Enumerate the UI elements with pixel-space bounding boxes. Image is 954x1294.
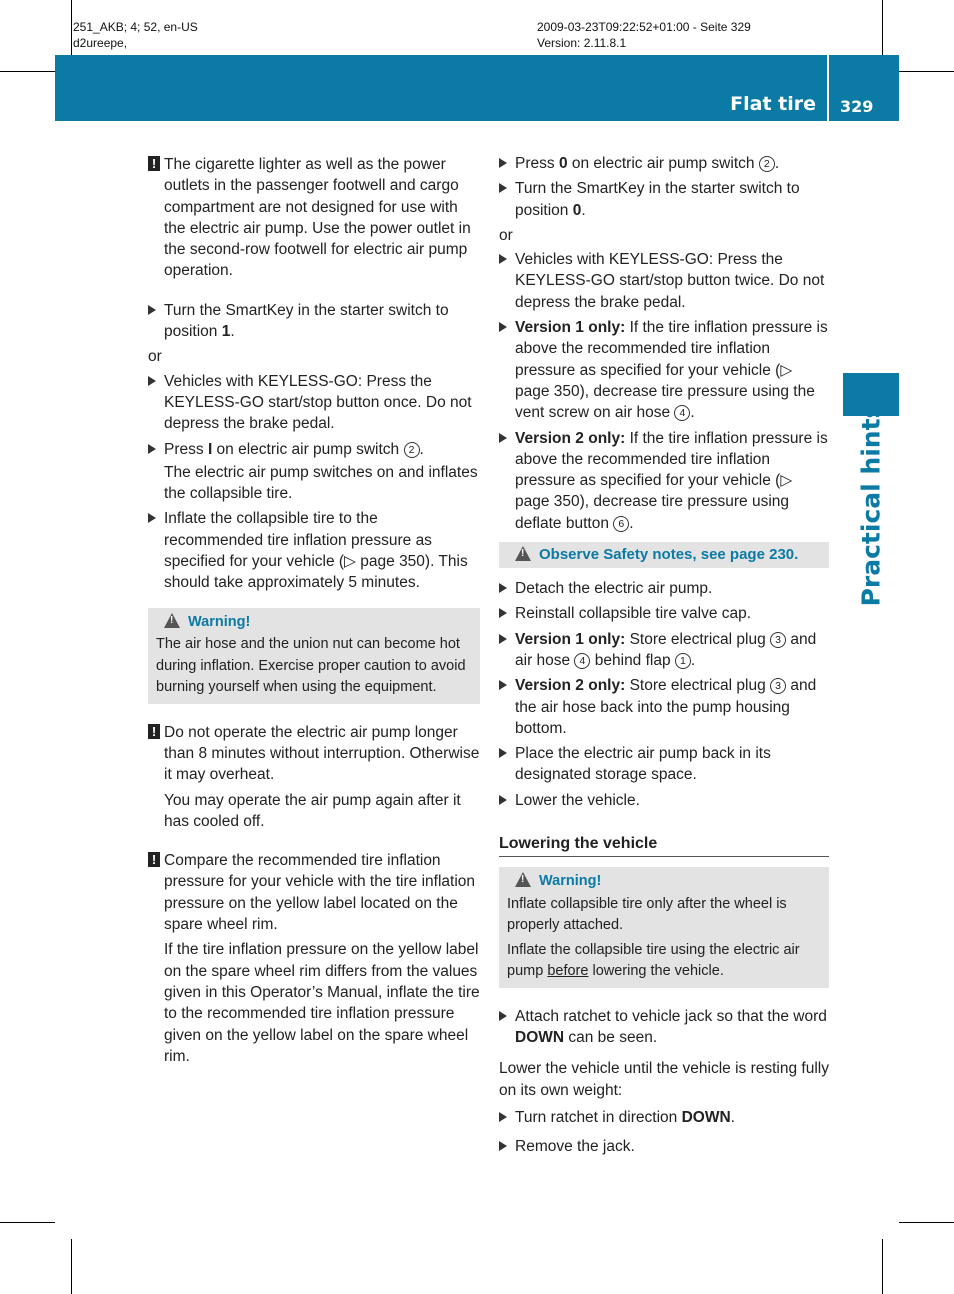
or-text: or <box>148 348 162 366</box>
arrow-bullet-icon <box>148 305 156 315</box>
warning-icon <box>164 613 180 628</box>
step-item: Turn the SmartKey in the starter switch to position 0. <box>499 178 829 221</box>
crop-mark <box>0 71 55 72</box>
print-meta-right: 2009-03-23T09:22:52+01:00 - Seite 329 Version: 2.11.8.1 <box>537 20 751 50</box>
exclamation-icon: ! <box>148 156 160 171</box>
page-title: Flat tire <box>730 93 816 115</box>
warning-icon <box>515 546 531 561</box>
step-item: Version 2 only: If the tire inflation pressure is above the recommended tire inflation pressure as specified for your vehicle (▷ page 350), decrease tire pressure using deflate button 6 . <box>499 428 829 534</box>
print-meta-left: 251_AKB; 4; 52, en-US d2ureepe, <box>73 20 198 50</box>
step-item: Version 1 only: If the tire inflation pressure is above the recommended tire inflation pressure as specified for your vehicle (▷ page 350), decrease tire pressure using the vent screw on air hose 4 . <box>499 317 829 423</box>
exclamation-icon: ! <box>148 852 160 867</box>
warning-box: !Warning! Inflate collapsible tire only after the wheel is properly attached. Inflate the collapsible tire using the electric air pump before lowering the vehicle. <box>499 867 829 988</box>
arrow-bullet-icon <box>499 795 507 805</box>
body-paragraph: Lower the vehicle until the vehicle is resting fully on its own weight: <box>499 1060 829 1099</box>
crop-mark <box>0 1222 55 1223</box>
arrow-bullet-icon <box>499 433 507 443</box>
step-item: Place the electric air pump back in its designated storage space. <box>499 743 829 786</box>
arrow-bullet-icon <box>499 1112 507 1122</box>
page-number: 329 <box>840 97 874 116</box>
section-heading: Lowering the vehicle <box>499 833 829 857</box>
warning-icon <box>515 872 531 887</box>
step-item: Attach ratchet to vehicle jack so that the word DOWN can be seen. <box>499 1006 829 1049</box>
left-column <box>148 154 480 1081</box>
right-column <box>499 153 829 1162</box>
step-item: Turn the SmartKey in the starter switch to position 1. <box>148 300 480 343</box>
or-text: or <box>499 226 513 244</box>
arrow-bullet-icon <box>148 376 156 386</box>
crop-mark <box>882 1239 883 1294</box>
safety-notice: !Observe Safety notes, see page 230. <box>499 542 829 568</box>
callout-number-icon: 4 <box>674 405 690 421</box>
crop-mark <box>71 1239 72 1294</box>
step-item: Detach the electric air pump. <box>499 578 829 599</box>
arrow-bullet-icon <box>148 444 156 454</box>
exclamation-icon: ! <box>148 724 160 739</box>
arrow-bullet-icon <box>499 1011 507 1021</box>
caution-note: ! Compare the recommended tire inflation pressure for your vehicle with the tire inflation pressure on the yellow label located on the spare wheel rim. If the tire inflation pressure on the yellow label on the spare wheel rim differs from the values given in this Operator’s Manual, inflate the tire to the recommended tire inflation pressure given on the yellow label on the spare wheel rim. <box>148 850 480 1067</box>
step-item: Vehicles with KEYLESS-GO: Press the KEYLESS-GO start/stop button once. Do not depress the brake pedal. <box>148 371 480 435</box>
arrow-bullet-icon <box>499 680 507 690</box>
step-item: Version 1 only: Store electrical plug 3 and air hose 4 behind flap 1 . <box>499 629 829 672</box>
arrow-bullet-icon <box>499 608 507 618</box>
callout-number-icon: 3 <box>770 678 786 694</box>
step-item: Turn ratchet in direction DOWN. <box>499 1107 829 1128</box>
callout-number-icon: 4 <box>574 653 590 669</box>
arrow-bullet-icon <box>499 183 507 193</box>
caution-note: ! The cigarette lighter as well as the power outlets in the passenger footwell and cargo compartment are not designed for use with the electric air pump. Use the power outlet in the second-row footwell for electric air pump operation. <box>148 154 480 282</box>
arrow-bullet-icon <box>499 1141 507 1151</box>
section-label: Practical hints <box>856 403 886 607</box>
crop-mark <box>71 0 72 55</box>
step-item: Reinstall collapsible tire valve cap. <box>499 603 829 624</box>
step-item: Version 2 only: Store electrical plug 3 and the air hose back into the pump housing bottom. <box>499 675 829 739</box>
callout-number-icon: 2 <box>404 442 420 458</box>
warning-box: !Warning! The air hose and the union nut can become hot during inflation. Exercise proper caution to avoid burning yourself when using the equipment. <box>148 608 480 704</box>
step-result: The electric air pump switches on and inflates the collapsible tire. <box>164 463 478 503</box>
arrow-bullet-icon <box>499 254 507 264</box>
callout-number-icon: 3 <box>770 632 786 648</box>
crop-mark <box>899 1222 954 1223</box>
step-item: Lower the vehicle. <box>499 790 829 811</box>
crop-mark <box>899 71 954 72</box>
callout-number-icon: 6 <box>613 516 629 532</box>
crop-mark <box>882 0 883 55</box>
arrow-bullet-icon <box>499 583 507 593</box>
step-item: Remove the jack. <box>499 1136 829 1157</box>
header-divider <box>827 55 829 121</box>
callout-number-icon: 2 <box>759 156 775 172</box>
arrow-bullet-icon <box>499 322 507 332</box>
arrow-bullet-icon <box>499 748 507 758</box>
step-item: Press I on electric air pump switch 2 . The electric air pump switches on and inflates the collapsible tire. <box>148 439 480 505</box>
step-item: Vehicles with KEYLESS-GO: Press the KEYLESS-GO start/stop button twice. Do not depress the brake pedal. <box>499 249 829 313</box>
arrow-bullet-icon <box>499 158 507 168</box>
step-item: Press 0 on electric air pump switch 2 . <box>499 153 829 174</box>
step-item: Inflate the collapsible tire to the recommended tire inflation pressure as specified for your vehicle (▷ page 350). This should take approximately 5 minutes. <box>148 508 480 593</box>
callout-number-icon: 1 <box>675 653 691 669</box>
arrow-bullet-icon <box>499 634 507 644</box>
caution-note: ! Do not operate the electric air pump longer than 8 minutes without interruption. Otherwise it may overheat. You may operate the air pump again after it has cooled off. <box>148 722 480 832</box>
arrow-bullet-icon <box>148 513 156 523</box>
